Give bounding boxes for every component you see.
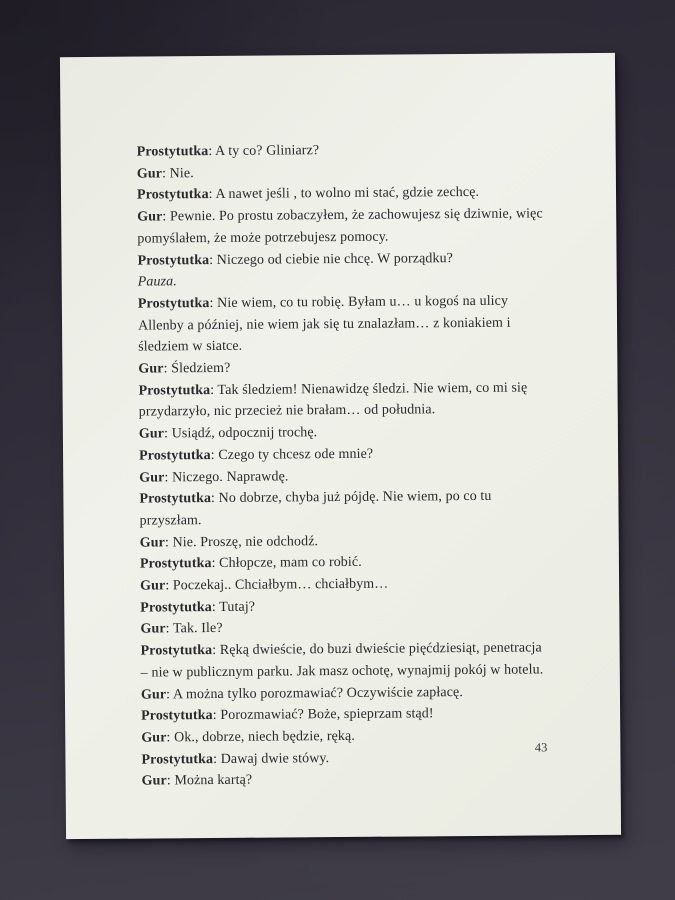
dialogue-text: Ok., dobrze, niech będzie, ręką. [174,728,355,746]
speaker-name: Gur [140,578,166,594]
dialogue-text: A można tylko porozmawiać? Oczywiście zapłacę. [172,684,463,702]
speaker-name: Prostytutka [137,252,210,269]
dialogue-text: A nawet jeśli , to wolno mi stać, gdzie zechcę. [215,185,480,203]
speaker-name: Prostytutka [141,751,214,768]
dialogue-line [138,377,544,424]
speaker-separator: : [210,447,219,463]
dialogue-text: Tutaj? [219,599,256,615]
dialogue-text: A ty co? Gliniarz? [215,143,320,159]
dialogue-line [138,269,544,294]
dialogue-line [141,681,547,706]
dialogue-line [140,594,546,619]
dialogue-line [140,551,546,576]
speaker-name: Prostytutka [139,447,211,464]
speaker-name: Prostytutka [139,556,212,572]
speaker-name: Prostytutka [141,708,213,724]
dialogue-text: Pewnie. Po prostu zobaczyłem, że zachowujesz się dziwnie, więc pomyślałem, że może potrzebujesz pomocy. [137,206,543,247]
speaker-name: Prostytutka [136,144,209,160]
speaker-separator: : [212,708,221,724]
dialogue-text: No dobrze, chyba już pójdę. Nie wiem, po co tu przyszłam. [139,489,492,529]
speaker-name: Prostytutka [139,491,212,507]
speaker-separator: : [210,491,219,507]
dialogue-line [137,160,543,185]
speaker-name: Prostytutka [136,187,209,203]
speaker-separator: : [166,686,174,702]
script-dialogue-block [137,138,548,792]
speaker-separator: : [166,730,175,746]
dialogue-text: Usiądź, odpocznij trochę. [171,425,318,442]
dialogue-line [140,572,546,597]
dialogue-line [142,768,548,793]
dialogue-line [140,529,546,554]
speaker-separator: : [161,166,170,182]
speaker-separator: : [212,643,220,659]
dialogue-line [137,247,543,272]
dialogue-text: Niczego od ciebie nie chcę. W porządku? [216,250,454,268]
dialogue-text: Tak. Ile? [172,621,223,637]
dialogue-text: Porozmawiać? Boże, spieprzam stąd! [220,706,434,724]
dialogue-text: Czego ty chcesz ode mnie? [218,446,374,463]
dialogue-text: Pauza. [137,274,177,290]
dialogue-line [137,138,543,163]
speaker-separator: : [166,773,175,789]
dialogue-line [141,638,547,685]
dialogue-line [139,442,545,467]
speaker-name: Gur [139,469,165,486]
speaker-separator: : [211,556,220,572]
speaker-separator: : [208,143,216,160]
speaker-separator: : [208,187,216,203]
speaker-separator: : [164,469,173,485]
speaker-separator: : [210,382,218,398]
dialogue-line [138,355,544,380]
speaker-separator: : [165,578,173,594]
speaker-name: Gur [141,730,167,746]
speaker-name: Gur [141,773,167,789]
speaker-name: Gur [136,166,163,182]
dialogue-line [137,204,543,251]
speaker-separator: : [163,361,172,377]
speaker-separator: : [164,534,173,551]
dialogue-text: Nie. Proszę, nie odchodź. [172,533,319,550]
dialogue-line [139,486,545,533]
speaker-name: Prostytutka [137,295,210,312]
speaker-separator: : [211,599,220,615]
speaker-name: Gur [140,686,167,703]
speaker-name: Prostytutka [140,599,212,616]
dialogue-text: Można kartą? [174,773,253,789]
speaker-name: Gur [140,621,166,638]
dialogue-line [139,421,545,446]
dialogue-text: Nie. [169,165,194,182]
dialogue-text: Nie wiem, co tu robię. Byłam u… u kogoś na ulicy Allenby a później, nie wiem jak się tu znalazłam… z koniakiem i śledziem w siatce. [137,293,511,355]
document-page [60,53,621,839]
dialogue-line [138,290,544,358]
dialogue-line [140,616,546,641]
dialogue-text: Niczego. Naprawdę. [171,468,289,485]
speaker-name: Gur [138,426,165,442]
speaker-name: Gur [138,361,164,377]
dialogue-text: Dawaj dwie stówy. [220,750,330,767]
speaker-name: Prostytutka [138,382,211,399]
speaker-name: Gur [137,209,163,225]
page-number: 43 [534,740,548,755]
speaker-separator: : [209,252,217,268]
dialogue-text: Tak śledziem! Nienawidzę śledzi. Nie wiem, co mi się przydarzyło, nic przecież nie brałam… od południa. [138,380,528,421]
speaker-separator: : [162,209,171,225]
speaker-name: Prostytutka [140,643,213,659]
dialogue-line [137,182,543,207]
speaker-separator: : [165,621,174,637]
dialogue-text: Poczekaj.. Chciałbym… chciałbym… [172,576,389,594]
speaker-separator: : [209,295,218,311]
speaker-separator: : [213,751,221,767]
dialogue-text: Śledziem? [171,360,231,377]
dialogue-line [141,703,547,728]
speaker-name: Gur [139,535,166,551]
speaker-separator: : [164,426,172,442]
dialogue-text: Ręką dwieście, do buzi dwieście pięćdziesiąt, penetracja – nie w publicznym parku. Jak masz ochotę, wynajmij pokój w hotelu. [140,640,544,681]
dialogue-text: Chłopcze, mam co robić. [219,555,362,572]
dialogue-line [139,464,545,489]
